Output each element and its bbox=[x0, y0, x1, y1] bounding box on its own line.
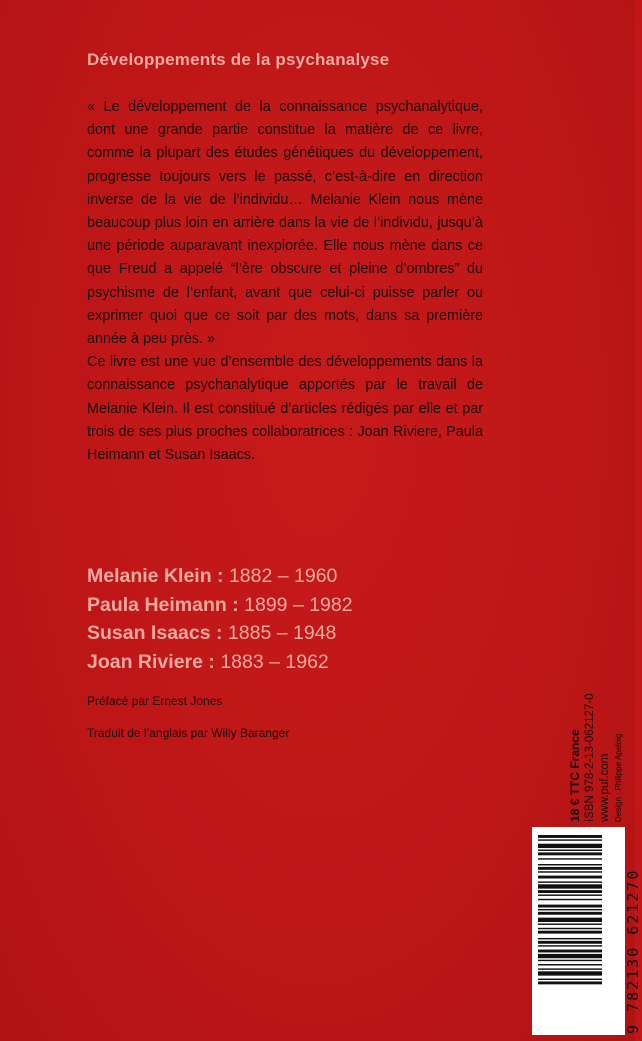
barcode-bar bbox=[538, 876, 602, 879]
barcode-bar bbox=[538, 941, 602, 944]
barcode-digits: 9 782130 621270 bbox=[624, 868, 642, 1034]
barcode-bar bbox=[538, 979, 602, 980]
preface-credit: Préfacé par Ernest Jones bbox=[87, 694, 223, 708]
barcode-bar bbox=[538, 909, 602, 910]
barcode-bar bbox=[538, 844, 602, 848]
section-title: Développements de la psychanalyse bbox=[87, 50, 390, 69]
authors-list bbox=[87, 562, 353, 676]
author-dates: 1883 – 1962 bbox=[220, 650, 329, 673]
barcode-bar bbox=[538, 964, 602, 965]
barcode-bar bbox=[538, 931, 602, 934]
design-credit: Design : Philippe Apeloig bbox=[614, 733, 623, 822]
barcode-bar bbox=[538, 864, 602, 865]
summary-text bbox=[87, 96, 483, 467]
barcode-bar bbox=[538, 867, 602, 870]
barcode-bar bbox=[538, 850, 602, 851]
barcode-bar bbox=[538, 839, 602, 840]
barcode-bar bbox=[538, 871, 602, 872]
credits bbox=[87, 693, 289, 741]
barcode-bars bbox=[532, 827, 625, 1035]
author-name: Paula Heimann : bbox=[87, 593, 239, 616]
barcode-bar bbox=[538, 912, 602, 915]
barcode-bar bbox=[538, 945, 602, 946]
publisher-info bbox=[568, 694, 625, 823]
author-row bbox=[87, 562, 353, 591]
barcode-bar bbox=[538, 884, 602, 888]
author-name: Melanie Klein : bbox=[87, 565, 224, 587]
price-label: 18 € TTC France bbox=[568, 729, 582, 822]
barcode-bar bbox=[538, 960, 602, 961]
author-row bbox=[87, 648, 353, 677]
author-name: Susan Isaacs : bbox=[87, 622, 223, 644]
author-dates: 1899 – 1982 bbox=[244, 593, 353, 616]
barcode-bar bbox=[538, 894, 602, 895]
barcode-bar bbox=[538, 858, 602, 859]
barcode-bar bbox=[538, 981, 602, 984]
author-row bbox=[87, 619, 353, 648]
barcode-bar bbox=[538, 954, 602, 958]
author-name: Joan Riviere : bbox=[87, 650, 215, 673]
barcode-bar bbox=[538, 923, 602, 924]
barcode-bar bbox=[538, 852, 602, 855]
barcode-bar bbox=[538, 971, 602, 975]
barcode-bar bbox=[538, 890, 602, 893]
description-paragraph: Ce livre est une vue d’ensemble des développements dans la connaissance psychanalytique apportés par le travail de Melanie Klein. Il est constitué d’articles rédigés par elle et par trois de ses plus proches collaboratrices : Joan Riviere, Paula Heimann et Susan Isaacs. bbox=[87, 354, 483, 464]
barcode-bar bbox=[538, 928, 602, 929]
barcode-bar bbox=[538, 835, 602, 838]
barcode-bar bbox=[538, 968, 602, 969]
author-dates: 1882 – 1960 bbox=[228, 565, 338, 587]
quote-paragraph: « Le développement de la connaissance psychanalytique, dont une grande partie constitue la matière de ce livre, comme la plupart des études génétiques du développement, progresse toujours vers le passé, c’est-à-dire en direction inverse de la vie de l’individu… Melanie Klein nous mène beaucoup plus loin en arrière dans la vie de l’individu, jusqu’à une période auparavant inexplorée. Elle nous mène dans ce que Freud a appelé “l’ère obscure et pleine d’ombres” du psychisme de l’enfant, avant que celui-ci puisse parler ou exprimer quoi que ce soit par des mots, dans sa première année à peu près. » bbox=[87, 99, 483, 348]
website-label: www.puf.com bbox=[599, 753, 611, 822]
barcode bbox=[532, 827, 625, 1035]
barcode-bar bbox=[538, 950, 602, 953]
author-row bbox=[87, 591, 353, 620]
barcode-bar bbox=[538, 905, 602, 908]
barcode-bar bbox=[538, 899, 602, 900]
author-dates: 1885 – 1948 bbox=[227, 622, 337, 644]
barcode-bar bbox=[538, 881, 602, 882]
barcode-bar bbox=[538, 938, 602, 939]
translation-credit: Traduit de l’anglais par Willy Baranger bbox=[87, 726, 290, 740]
isbn-label: ISBN 978-2-13-062127-0 bbox=[584, 693, 596, 822]
barcode-bar bbox=[538, 918, 602, 922]
